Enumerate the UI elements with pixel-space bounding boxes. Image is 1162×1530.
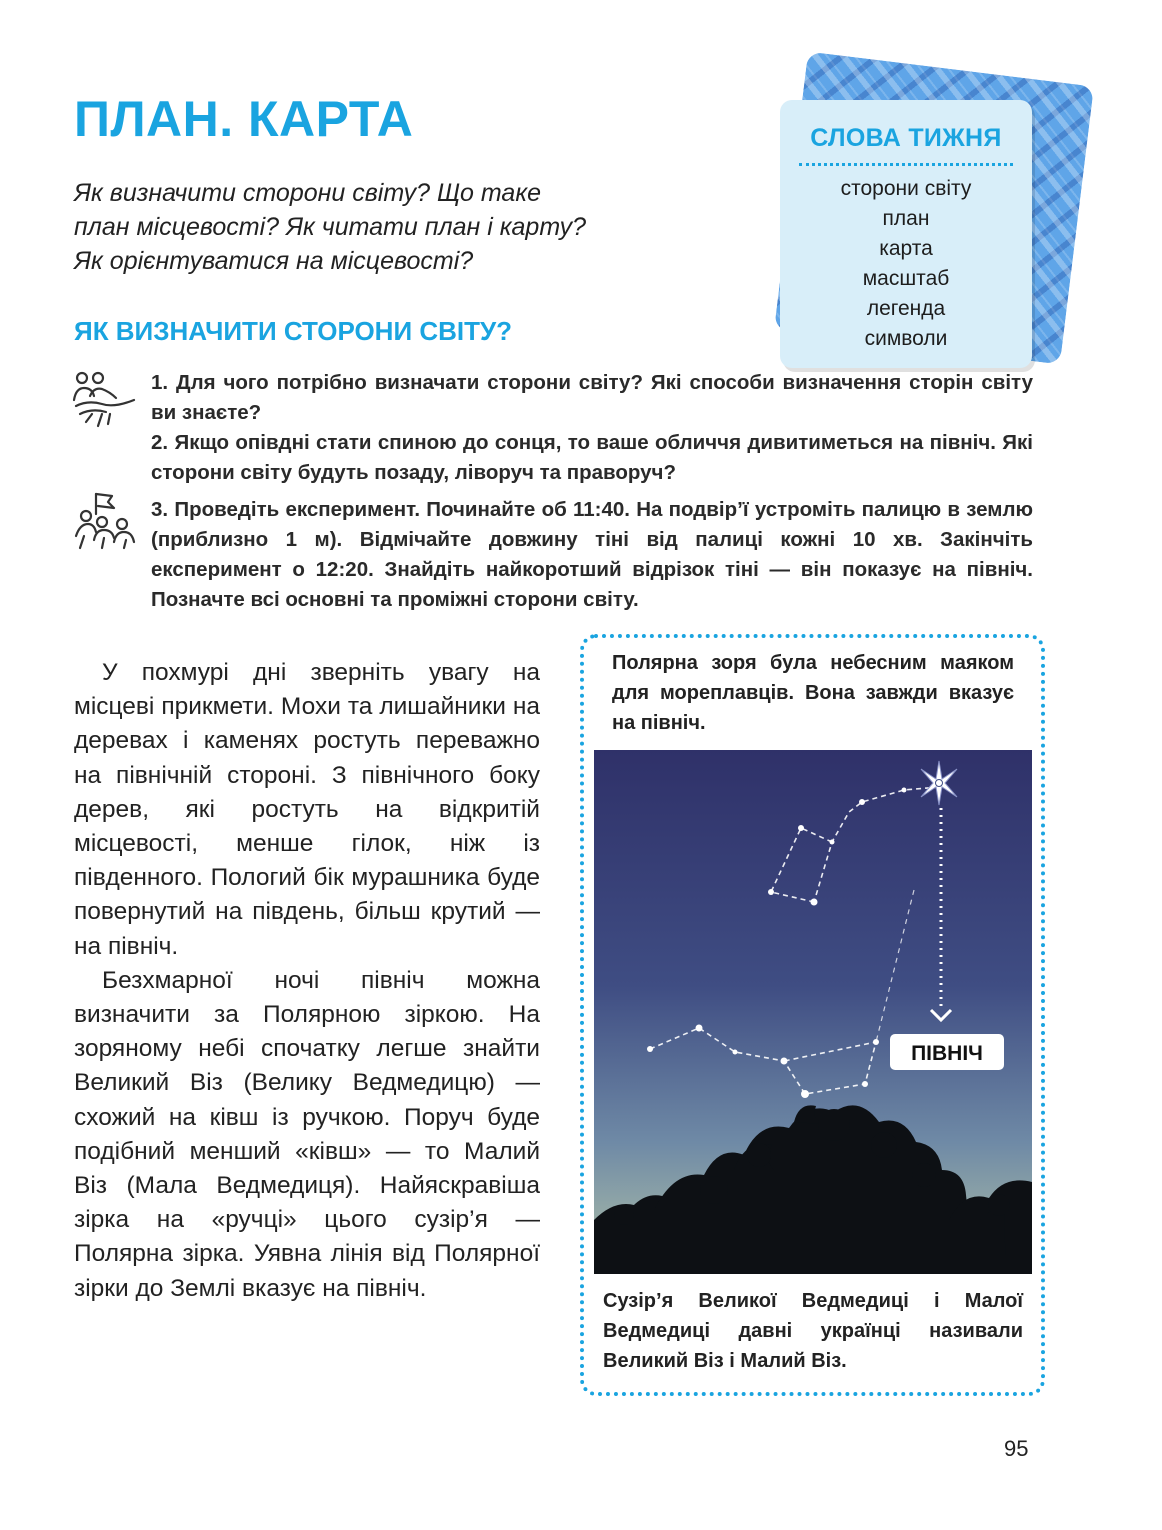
group-activity-icon bbox=[72, 490, 138, 552]
task-3 bbox=[151, 495, 1033, 615]
north-label: ПІВНІЧ bbox=[911, 1042, 983, 1065]
word-item: легенда bbox=[866, 297, 946, 320]
words-list bbox=[780, 174, 1032, 354]
task-2 bbox=[151, 428, 1033, 488]
word-item: символи bbox=[864, 327, 948, 350]
section-title: ЯК ВИЗНАЧИТИ СТОРОНИ СВІТУ? bbox=[74, 316, 513, 346]
intro-questions bbox=[74, 176, 674, 278]
word-item: сторони світу bbox=[840, 177, 972, 200]
dotted-divider bbox=[799, 163, 1013, 166]
words-card bbox=[780, 100, 1032, 368]
task-1 bbox=[151, 368, 1033, 428]
body-paragraph: Безхмарної ночі північ можна визначити за Полярною зіркою. На зоряному небі спочатку легше знайти Великий Віз (Велику Ведмедицю) — схожий на ківш із ручкою. Поруч буде подібний менший «ківш» — то Малий Віз (Мала Ведмедиця). Найяскравіша зірка на «ручці» цього сузір’я — Полярна зірка. Уявна лінія від Полярної зірки до Землі вказує на північ. bbox=[74, 966, 540, 1302]
task-number: 2. bbox=[151, 431, 169, 454]
task-number: 3. bbox=[151, 498, 169, 521]
intro-line: план місцевості? Як читати план і карту? bbox=[74, 213, 586, 241]
intro-line: Як визначити сторони світу? Що таке bbox=[74, 179, 542, 207]
task-text: Якщо опівдні стати спиною до сонця, то ваше обличчя дивитиметься на північ. Які сторони світу будуть позаду, ліворуч та праворуч? bbox=[151, 431, 1034, 484]
night-sky-illustration bbox=[594, 750, 1032, 1274]
group-discussion-icon bbox=[72, 370, 138, 432]
intro-line: Як орієнтуватися на місцевості? bbox=[74, 247, 474, 275]
task-number: 1. bbox=[151, 371, 169, 394]
word-item: карта bbox=[879, 237, 933, 260]
constellation-caption: Сузір’я Великої Ведмедиці і Малої Ведмедиці давні українці називали Великий Віз і Малий Віз. bbox=[603, 1290, 1023, 1372]
polar-star-note: Полярна зоря була небесним маяком для мореплавців. Вона завжди вказує на північ. bbox=[612, 652, 1014, 734]
body-paragraph: У похмурі дні зверніть увагу на місцеві прикмети. Мохи та лишайники на деревах і каменях ростуть переважно на північній стороні. З північного боку дерев, які ростуть на відкритій місцевості, менше гілок, ніж із південного. Пологий бік мурашника буде повернутий на південь, більш крутий — на північ. bbox=[74, 659, 540, 960]
page-number: 95 bbox=[1004, 1436, 1029, 1461]
page-title: ПЛАН. КАРТА bbox=[74, 91, 414, 147]
words-card-title: СЛОВА ТИЖНЯ bbox=[810, 124, 1002, 152]
body-text bbox=[74, 656, 540, 1306]
word-item: масштаб bbox=[862, 267, 950, 290]
word-item: план bbox=[882, 207, 930, 230]
task-text: Проведіть експеримент. Починайте об 11:40. На подвір’ї устроміть палицю в землю (приблизно 1 м). Відмічайте довжину тіні від палиці кожні 10 хв. Закінчіть експеримент о 12:20. Знайдіть найкоротший відрізок тіні — він показує на північ. Позначте всі основні та проміжні сторони світу. bbox=[151, 498, 1033, 611]
task-text: Для чого потрібно визначати сторони світу? Які способи визначення сторін світу ви знаєте? bbox=[151, 371, 1033, 424]
